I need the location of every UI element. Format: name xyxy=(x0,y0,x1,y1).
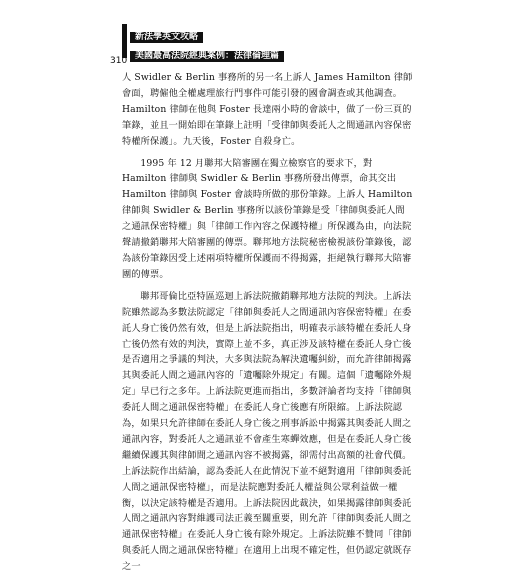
paragraph: 聯邦哥倫比亞特區巡迴上訴法院撤銷聯邦地方法院的判決。上訴法院雖然認為多數法院認定「律師與委託人之間通訊內容保密特權」在委託人身亡後仍然有效，但是上訴法院指出，明確表示該特權在委託人身亡後仍然有效的判決，實際上並不多，真正涉及該特權在委託人身亡後是否適用之爭議的判決，大多與法院為解決遺囑糾紛，而允許律師揭露其與委託人間之通訊內容的「遺囑除外規定」有關。這個「遺囑除外規定」早已行之多年。上訴法院更進而指出，多數評論者均支持「律師與委託人間之通訊保密特權」在委託人身亡後應有所限縮。上訴法院認為，如果只允許律師在委託人身亡後之刑事訴訟中揭露其與委託人間之通訊內容，對委託人之通訊並不會產生寒蟬效應，但是在委託人身亡後繼續保護其與律師間之通訊內容不被揭露，卻需付出高額的社會代價。上訴法院作出結論，認為委託人在此情況下並不絕對適用「律師與委託人間之通訊保密特權」，而是法院應對委託人權益與公眾利益做一權衡，以決定該特權是否適用。上訴法院因此裁決，如果揭露律師與委託人間之通訊內容對維護司法正義至關重要，則允許「律師與委託人間之通訊保密特權」在委託人身亡後有除外規定。上訴法院雖不贊同「律師與委託人間之通訊保密特權」在適用上出現不確定性，但仍認定就既存之一 xyxy=(122,290,412,573)
running-header xyxy=(116,24,284,62)
body-text xyxy=(122,70,414,575)
chapter-title: 美國最高法院經典案例：法律倫理篇 xyxy=(130,51,284,62)
book-title: 新法學英文攻略 xyxy=(130,32,203,43)
paragraph: 1995 年 12 月聯邦大陪審團在獨立檢察官的要求下，對 Hamilton 律師與 Swidler & Berlin 事務所發出傳票，命其交出 Hamilton 律師與 Foster 會談時所做的那份筆錄。上訴人 Hamilton 律師與 Swidler & Berlin 事務所以該份筆錄是受「律師與委託人間之通訊保密特權」與「律師工作內容之保護特權」所保護為由，向法院聲請撤銷聯邦大陪審團的傳票。聯邦地方法院秘密檢視該份筆錄後，認為該份筆錄因受上述兩項特權所保護而不得揭露，拒絕執行聯邦大陪審團的傳票。 xyxy=(122,157,413,280)
paragraph: 人 Swidler & Berlin 事務所的另一名上訴人 James Hamilton 律師會面，聘僱他全權處理旅行門事件可能引發的國會調查或其他調查。Hamilton 律師在他與 Foster 長達兩小時的會談中，做了一份三頁的筆錄，並且一開始即在筆錄上註明「受律師與委託人之間通訊內容保密特權所保護」。九天後，Foster 自殺身亡。 xyxy=(122,72,413,147)
header-bar xyxy=(122,24,127,58)
page-number: 310 xyxy=(110,56,128,66)
